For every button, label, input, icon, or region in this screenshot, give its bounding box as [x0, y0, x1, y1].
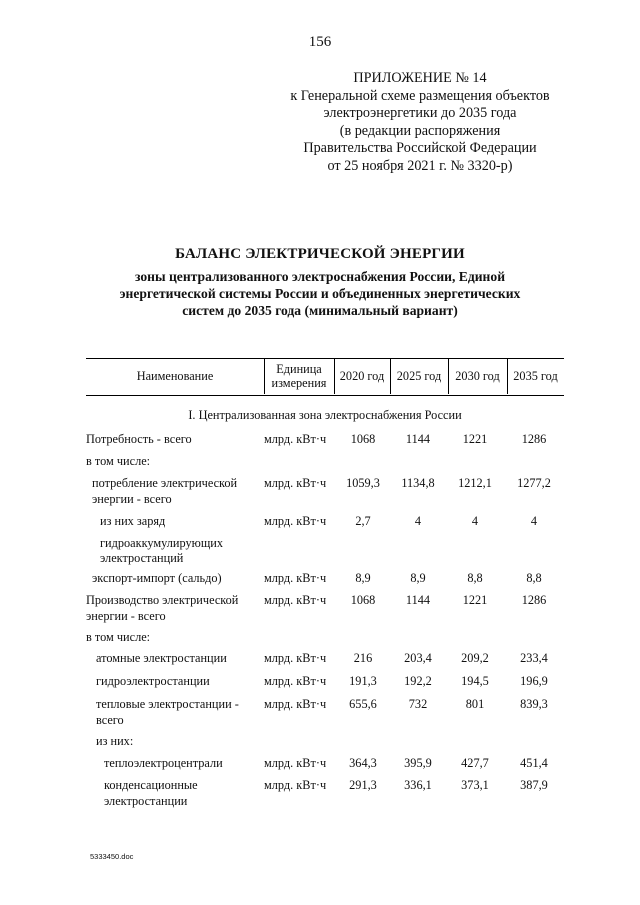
header-2030: 2030 год [455, 369, 500, 383]
row-name-line: гидроэлектростанции [96, 674, 210, 688]
row-name [86, 593, 258, 624]
subtitle-line: энергетической системы России и объединенных энергетических [119, 286, 521, 301]
header-2020: 2020 год [339, 369, 385, 383]
value-2030: 194,5 [461, 674, 489, 688]
value-2025: 8,9 [410, 571, 426, 585]
row-name-line: энергии - всего [92, 491, 172, 506]
value-2020: 216 [353, 651, 373, 665]
value-2020: 2,7 [355, 514, 371, 528]
value-2035: 8,8 [526, 571, 542, 585]
value-2020: 8,9 [355, 571, 371, 585]
value-2030: 427,7 [461, 756, 489, 770]
value-2020: 191,3 [349, 674, 377, 688]
row-unit: млрд. кВт·ч [264, 778, 327, 792]
row-name [86, 630, 258, 646]
value-2030: 1221 [462, 593, 488, 607]
row-name-line: тепловые электростанции - [96, 697, 239, 711]
appendix-line: от 25 ноября 2021 г. № 3320-р) [327, 157, 513, 174]
row-name-line: потребление электрической [92, 476, 238, 490]
row-unit: млрд. кВт·ч [264, 674, 327, 688]
row-name [104, 756, 276, 772]
value-2035: 196,9 [520, 674, 548, 688]
page-number: 156 [308, 34, 332, 50]
appendix-line: электроэнергетики до 2035 года [323, 105, 517, 122]
row-name [96, 651, 268, 667]
value-2025: 732 [408, 697, 428, 711]
row-name [100, 514, 272, 567]
value-2035: 451,4 [520, 756, 548, 770]
document-subtitle [80, 268, 560, 319]
subtitle-line: систем до 2035 года (минимальный вариант) [182, 303, 458, 318]
value-2035: 839,3 [520, 697, 548, 711]
row-name-line: теплоэлектроцентрали [104, 756, 223, 770]
value-2020: 1068 [350, 593, 376, 607]
row-name-line: атомные электростанции [96, 651, 227, 665]
value-2025: 1144 [405, 432, 431, 446]
value-2030: 1212,1 [458, 476, 492, 490]
document-title: БАЛАНС ЭЛЕКТРИЧЕСКОЙ ЭНЕРГИИ [175, 246, 465, 262]
row-name [86, 454, 258, 470]
header-name: Наименование [136, 369, 214, 383]
row-unit: млрд. кВт·ч [264, 756, 327, 770]
value-2030: 4 [471, 514, 479, 528]
value-2035: 1286 [521, 432, 547, 446]
row-name-line: энергии - всего [86, 608, 166, 623]
row-name-line: Производство электрической [86, 593, 239, 607]
row-unit: млрд. кВт·ч [264, 571, 327, 585]
value-2025: 395,9 [404, 756, 432, 770]
row-name [86, 432, 258, 448]
row-unit: млрд. кВт·ч [264, 476, 327, 490]
header-unit [264, 358, 334, 394]
value-2030: 209,2 [461, 651, 489, 665]
row-unit: млрд. кВт·ч [264, 651, 327, 665]
row-name-line: Потребность - всего [86, 432, 192, 446]
appendix-line: к Генеральной схеме размещения объектов [290, 87, 550, 104]
row-name [96, 697, 268, 728]
row-unit: млрд. кВт·ч [264, 432, 327, 446]
appendix-block [270, 70, 570, 176]
row-unit: млрд. кВт·ч [264, 697, 327, 711]
row-unit: млрд. кВт·ч [264, 593, 327, 607]
appendix-line: (в редакции распоряжения [339, 122, 501, 139]
row-name [104, 778, 276, 809]
value-2030: 8,8 [467, 571, 483, 585]
section-title: I. Централизованная зона электроснабжения России [188, 408, 462, 422]
subtitle-line: зоны централизованного электроснабжения России, Единой [134, 269, 506, 284]
header-2035: 2035 год [513, 369, 558, 383]
value-2020: 364,3 [349, 756, 377, 770]
value-2030: 373,1 [461, 778, 489, 792]
value-2020: 291,3 [349, 778, 377, 792]
row-name-line: конденсационные [104, 778, 198, 792]
row-name-line: гидроаккумулирующих [100, 535, 224, 550]
row-name-line: из них заряд [100, 514, 166, 528]
value-2035: 4 [530, 514, 538, 528]
row-name [96, 674, 268, 690]
value-2025: 336,1 [404, 778, 432, 792]
value-2035: 1286 [521, 593, 547, 607]
value-2035: 387,9 [520, 778, 548, 792]
row-name-line: экспорт-импорт (сальдо) [92, 571, 222, 585]
row-name-line: из них: [96, 734, 134, 748]
row-unit: млрд. кВт·ч [264, 514, 327, 528]
value-2035: 233,4 [520, 651, 548, 665]
header-2025: 2025 год [396, 369, 442, 383]
value-2030: 801 [465, 697, 485, 711]
row-name-line: в том числе: [86, 454, 151, 468]
row-name [92, 571, 264, 587]
header-unit-line: Единица [276, 362, 322, 376]
value-2020: 1059,3 [346, 476, 380, 490]
value-2030: 1221 [462, 432, 488, 446]
value-2025: 192,2 [404, 674, 432, 688]
value-2025: 203,4 [404, 651, 432, 665]
header-unit-line: измерения [271, 376, 327, 390]
value-2025: 1134,8 [401, 476, 435, 490]
row-name-line: электростанции [104, 793, 188, 808]
appendix-heading: ПРИЛОЖЕНИЕ № 14 [353, 70, 487, 86]
value-2020: 1068 [350, 432, 376, 446]
row-name-line: в том числе: [86, 630, 151, 644]
row-name-line: всего [96, 712, 124, 727]
row-name-line: электростанций [100, 551, 184, 565]
row-name [96, 734, 268, 750]
row-name [92, 476, 264, 507]
value-2035: 1277,2 [517, 476, 551, 490]
appendix-line: Правительства Российской Федерации [303, 140, 537, 157]
file-name-footer: 5333450.doc [90, 852, 134, 861]
value-2025: 1144 [405, 593, 431, 607]
value-2025: 4 [414, 514, 422, 528]
value-2020: 655,6 [349, 697, 377, 711]
